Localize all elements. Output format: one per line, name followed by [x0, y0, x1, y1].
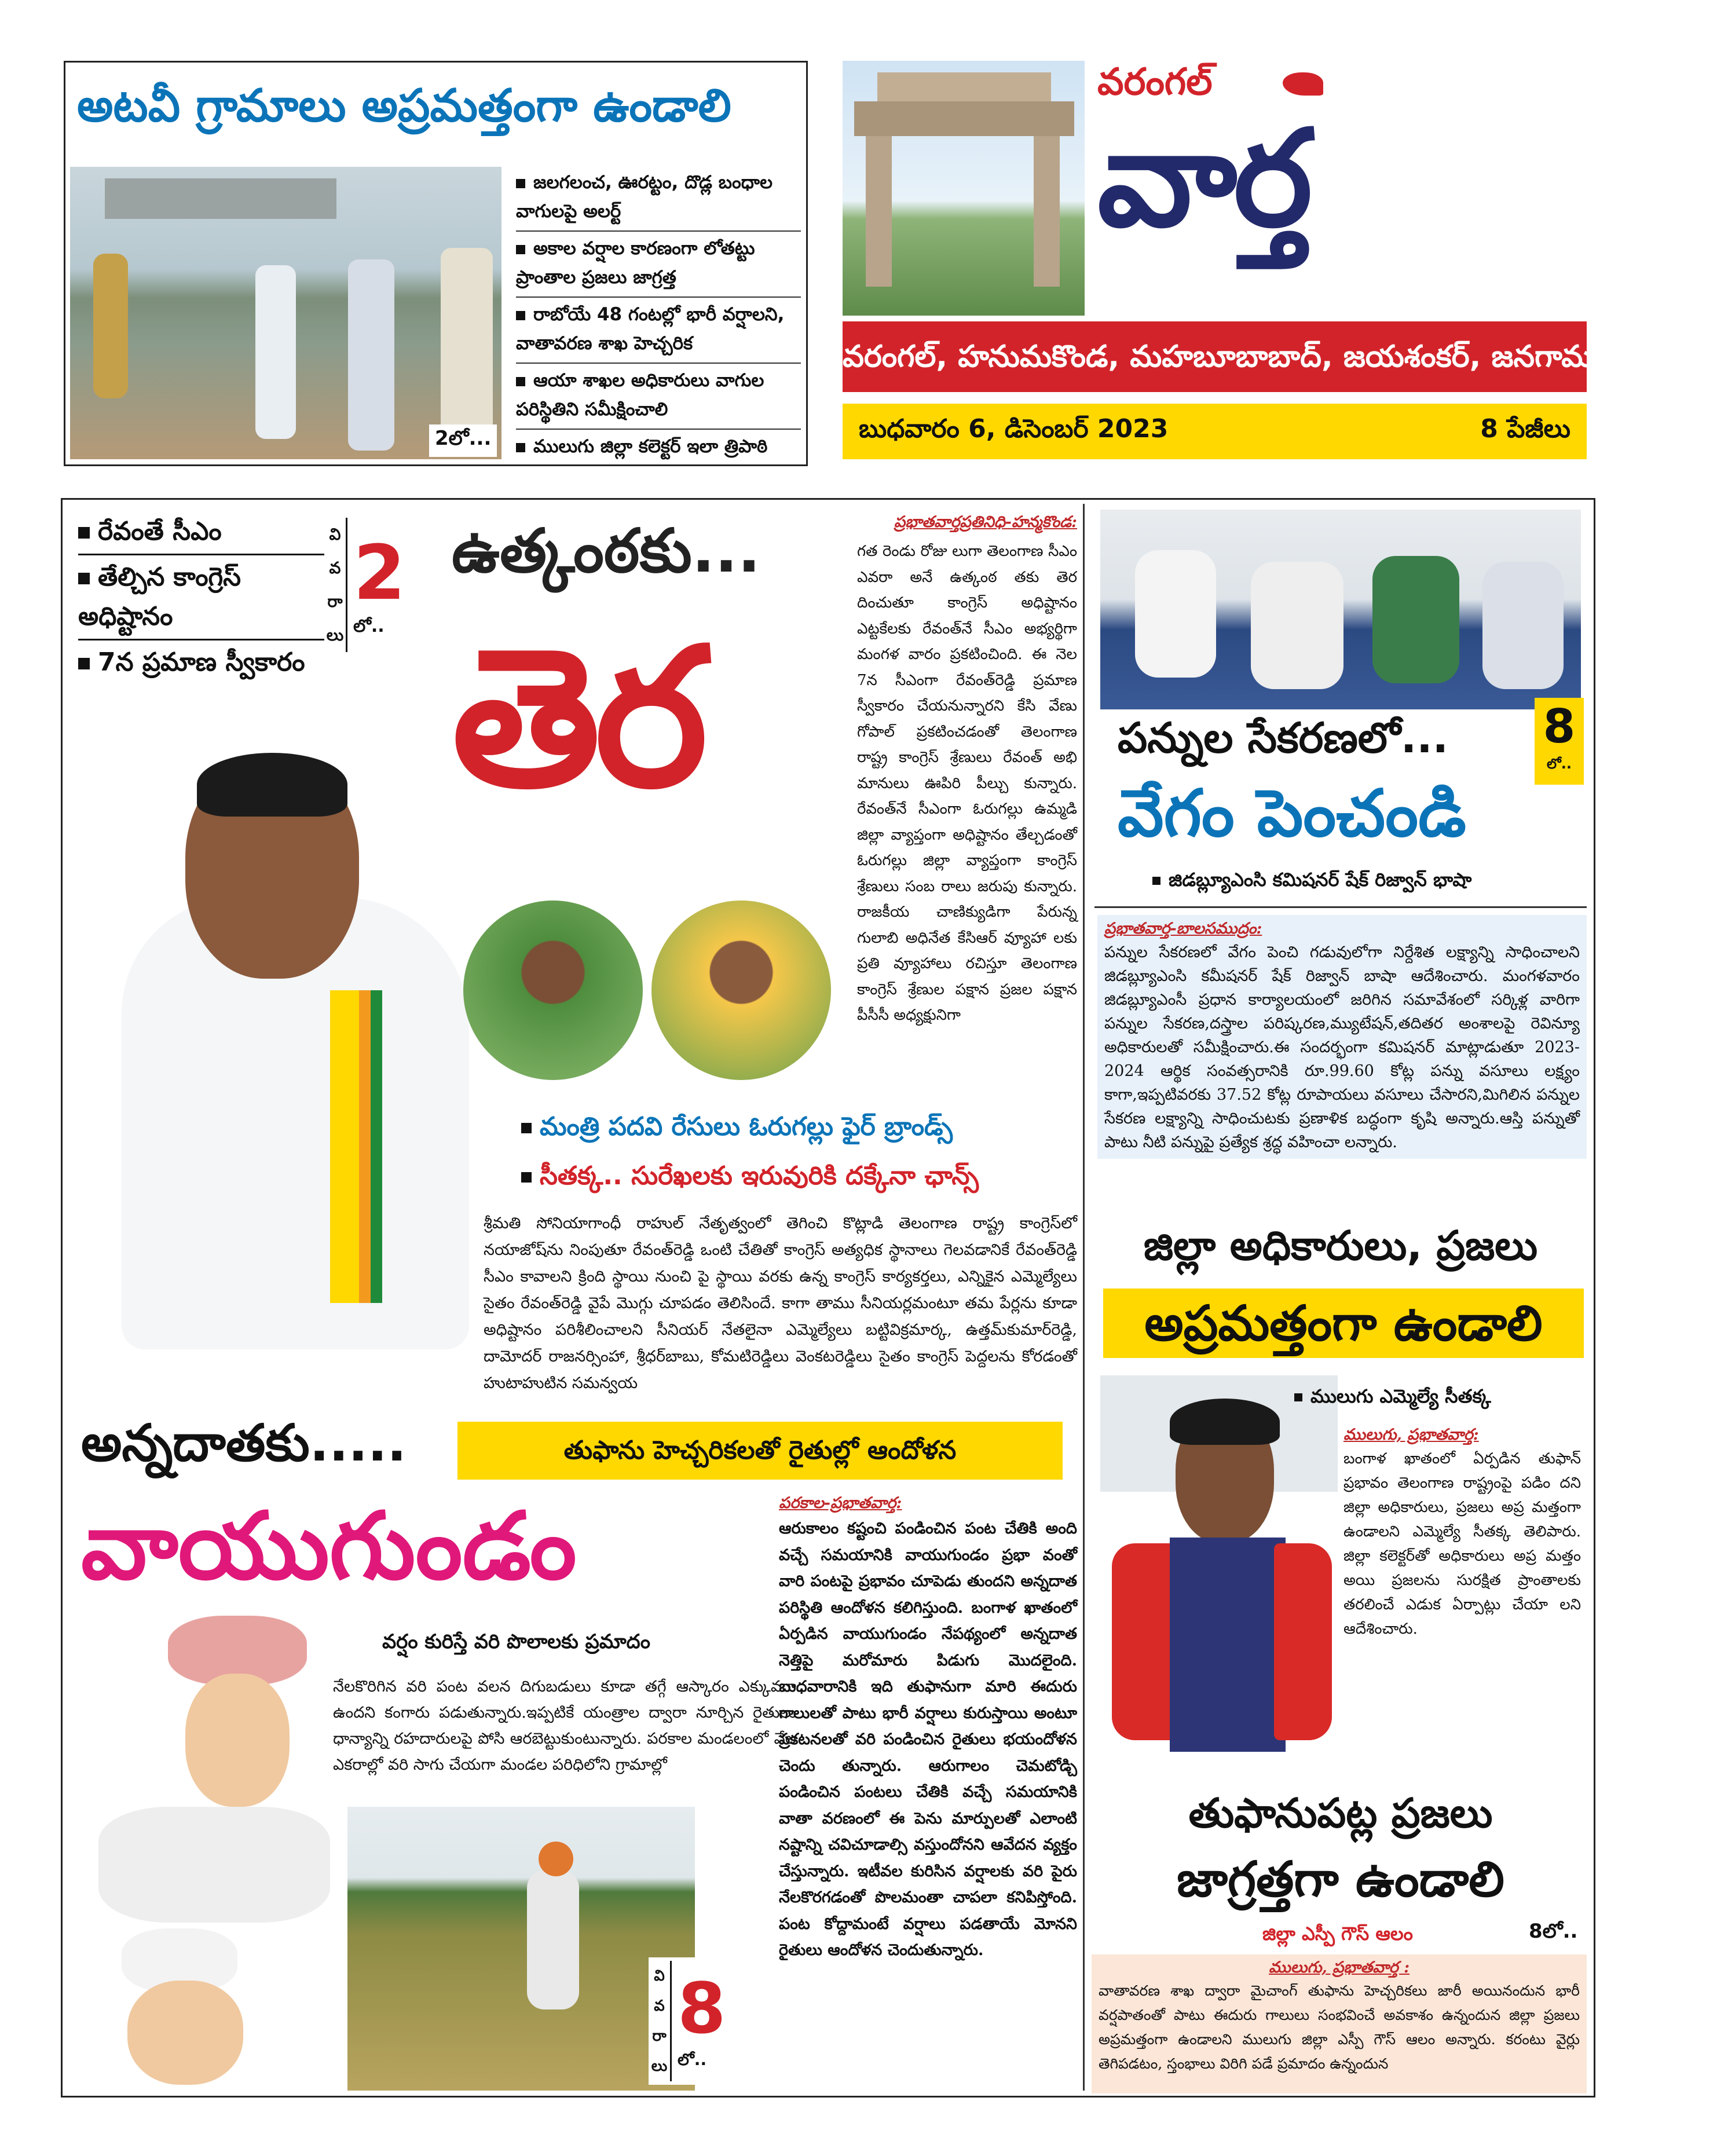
top-bullet: ఆయా శాఖల అధికారులు వాగుల పరిస్థితిని సమీక్షించాలి [516, 364, 801, 430]
farmers-body-left: నేలకొరిగిన వరి పంట వలన దిగుబడులు కూడా తగ్గే ఆస్కారం ఎక్కువగా ఉందని కంగారు పడుతున్నారు.ఇప్పటికే యంత్రాల ద్వారా నూర్చిన రైతులు ధాన్యాన్ని రహదారులపై పోసి ఆరబెట్టుకుంటున్నారు. పరకాల మండలంలో వేల ఎకరాల్లో వరి సాగు చేయగా మండల పరిధిలోని గ్రామాల్లో [333, 1678, 796, 1774]
tax-subhead: జిడబ్ల్యూఎంసి కమిషనర్ షేక్ రిజ్వాన్ భాషా [1152, 869, 1471, 895]
seethakka-byline: ములుగు ఎమ్మెల్యే సీతక్క [1294, 1385, 1491, 1412]
masthead [843, 61, 1717, 466]
farmers-page-num: 8 [678, 1969, 726, 2049]
tax-divider [1094, 906, 1587, 908]
page-ref-2: 2లో... [429, 424, 497, 457]
vivaralu-label: వి వ రా లు [324, 518, 347, 652]
surekha-circle-photo [651, 901, 831, 1080]
storm-article [1092, 1954, 1587, 2093]
lead-lo: లో.. [353, 616, 385, 636]
date-bar [843, 404, 1587, 459]
lead-article [857, 510, 1077, 1028]
lead-page-num: 2 [353, 529, 406, 617]
lead-dateline: ప్రభాతవార్తప్రతినిధి-హన్మకొండ: [894, 513, 1077, 531]
farmers-subhead: వర్షం కురిస్తే వరి పొలాలకు ప్రమాదం [382, 1630, 650, 1653]
lead-headline: తెర [452, 607, 702, 829]
farmers-kicker: అన్నదాతకు..... [81, 1413, 407, 1473]
column-rule [1083, 504, 1085, 2091]
storm-page-ref: 8లో.. [1529, 1920, 1578, 1943]
seethakka-headline: అప్రమత్తంగా ఉండాలి [1103, 1289, 1584, 1358]
seethakka-article [1343, 1423, 1581, 1641]
storm-headline: జాగ్రత్తగా ఉండాలి [1177, 1851, 1504, 1908]
top-story-box [64, 61, 808, 466]
lead-bullet: రేవంతే సీఎం [78, 510, 324, 555]
top-bullet: రాబోయే 48 గంటల్లో భారీ వర్షాలని, వాతావరణ శాఖ హెచ్చరిక [516, 298, 801, 364]
lead-body: గత రెండు రోజు లుగా తెలంగాణ సీఎం ఎవరా అనే ఉత్కంఠ తకు తెర దించుతూ కాంగ్రెస్ అధిష్టానం ఎట్టకేలకు రేవంత్‌నే సీఎం అభ్యర్థిగా మంగళ వారం ప్రకటించింది. ఈ నెల 7న సీఎంగా రేవంత్‌రెడ్డి ప్రమాణ స్వీకారం చేయనున్నారని కేసి వేణు గోపాల్ ప్రకటించడంతో తెలంగాణ రాష్ట్ర కాంగ్రెస్ శ్రేణులు రేవంత్ అభి మానులు ఊపిరి పీల్చు కున్నారు. రేవంత్‌నే సీఎంగా ఓరుగల్లు ఉమ్మడి జిల్లా వ్యాప్తంగా అధిష్టానం తేల్చడంతో ఓరుగల్లు జిల్లా వ్యాప్తంగా కాంగ్రెస్ శ్రేణులు సంబ రాలు జరుపు కున్నారు. రాజకీయ చాణిక్యుడిగా పేరున్న గులాబి అధినేత కేసిఆర్ వ్యూహా లకు ప్రతి వ్యూహాలు రచిస్తూ తెలంగాణ కాంగ్రెస్ శ్రేణుల పక్షాన ప్రజల పక్షాన పీసీసీ అధ్యక్షునిగా [857, 543, 1077, 1024]
paddy-field-photo [347, 1807, 695, 2091]
lead-body2: శ్రీమతి సోనియాగాంధీ రాహుల్ నేతృత్వంలో తెగించి కొట్లాడి తెలంగాణ రాష్ట్ర కాంగ్రెస్‌లో నయాజోష్‌ను నింపుతూ రేవంత్‌రెడ్డి ఒంటి చేతితో కాంగ్రెస్ అత్యధిక స్థానాలు గెలవడానికే రేవంత్‌రెడ్డి సీఎం కావాలని క్రింది స్థాయి నుంచి పై స్థాయి వరకు ఉన్న కాంగ్రెస్ కార్యకర్తలు, ఎన్నికైన ఎమ్మెల్యేలు సైతం రేవంత్‌రెడ్డి వైపే మొగ్గు చూపడం తెలిసిందే. కాగా తాము సీనియర్లమంటూ తమ పేర్లను కూడా అధిష్టానం పరిశీలించాలని సీనియర్ నేతలైనా ఎమ్మెల్యేలు బట్టివిక్రమార్క, ఉత్తమ్‌కుమార్‌రెడ్డి, దామోదర్ రాజనర్సింహా, శ్రీధర్‌బాబు, కోమటిరెడ్డిలు వెంకటరెడ్డిలు సైతం కాంగ్రెస్ పెద్దలను కోరడంతో హుటాహుటిన సమన్వయ [484, 1214, 1077, 1392]
tax-kicker: పన్నుల సేకరణలో... [1118, 713, 1448, 762]
tax-lo: లో.. [1547, 756, 1572, 772]
commissioner-meeting-photo [1100, 510, 1581, 709]
tax-article [1097, 915, 1587, 1159]
farmers-lo: లో.. [678, 2050, 707, 2069]
lead-sub2: సీతక్క.. సురేఖలకు ఇరువురికి దక్కేనా ఛాన్స్ [521, 1161, 1077, 1197]
storm-dateline: ములుగు, ప్రభాతవార్త : [1268, 1959, 1410, 1976]
storm-byline: జిల్లా ఎస్పీ గౌస్ ఆలం [1262, 1923, 1413, 1945]
top-bullet: ములుగు జిల్లా కలెక్టర్ ఇలా త్రిపాఠి [516, 430, 801, 466]
tax-headline: వేగం పెంచండి [1118, 776, 1466, 851]
lead-bullets [78, 510, 324, 684]
seethakka-body: బంగాళ ఖాతంలో ఏర్పడిన తుఫాన్ ప్రభావం తెలంగాణ రాష్ట్రంపై పడిం దని జిల్లా అధికారులు, ప్రజలు అప్ర మత్తంగా ఉండాలని ఎమ్మెల్యే సీతక్క తెలిపారు. జిల్లా కలెక్టర్‌తో అధికారులు అప్ర మత్తం అయి ప్రజలను సురక్షిత ప్రాంతాలకు తరలించే ఎడుక ఏర్పాట్లు చేయా లని ఆదేశించారు. [1343, 1450, 1581, 1638]
farmers-page-ref [649, 1957, 726, 2085]
storm-kicker: తుఫానుపట్ల ప్రజలు [1188, 1789, 1493, 1837]
top-bullet: అకాల వర్షాల కారణంగా లోతట్టు ప్రాంతాల ప్రజలు జాగ్రత్త [516, 232, 801, 298]
masthead-city: వరంగల్ [1097, 61, 1213, 104]
tax-body: పన్నుల సేకరణలో వేగం పెంచి గడువులోగా నిర్దేశిత లక్ష్యాన్ని సాధించాలని జిడబ్ల్యూఎంసి కమీషనర్ షేక్ రిజ్వాన్ బాషా ఆదేశించారు. మంగళవారం జిడబ్ల్యూఎంసీ ప్రధాన కార్యాలయంలో జరిగిన సమావేశంలో సర్కిళ్ల వారిగా పన్నుల సేకరణ,దస్త్రాల పరిష్కరణ,మ్యుటేషన్,తదితర అంశాలపై రెవిన్యూ అధికారులతో సమీక్షించారు.ఈ సందర్భంగా కమిషనర్ మాట్లాడుతూ 2023-2024 ఆర్థిక సంవత్సరానికి రూ.99.60 కోట్ల పన్ను వసూలు లక్ష్యం కాగా,ఇప్పటివరకు 37.52 కోట్ల రూపాయలు వసూలు చేసారని,మిగిలిన పన్నుల సేకరణ లక్ష్యాన్ని సాధించుటకు ప్రణాళిక బద్ధంగా కృషి అన్నారు.ఆస్తి పన్నుతో పాటు నీటి పన్నుపై ప్రత్యేక శ్రద్ధ వహించా లన్నారు. [1104, 943, 1580, 1151]
farmer-cartoon [87, 1604, 342, 2091]
tax-dateline: ప్రభాతవార్త-బాలసముద్రం: [1104, 920, 1262, 938]
lead-bullet: 7న ప్రమాణ స్వీకారం [78, 640, 324, 684]
masthead-districts: వరంగల్, హనుమకొండ, మహబూబాబాద్, జయశంకర్, జనగామ, ములుగు [843, 321, 1587, 392]
farmers-article [779, 1491, 1077, 1964]
farmers-dateline: పరకాల-ప్రభాతవార్త: [779, 1494, 902, 1512]
top-bullet: జలగలంచ, ఊరట్టం, దొడ్ల బంధాల వాగులపై అలర్ట్ [516, 166, 801, 232]
lead-kicker: ఉత్కంఠకు... [452, 515, 761, 586]
seethakka-kicker: జిల్లా అధికారులు, ప్రజలు [1143, 1222, 1538, 1269]
page-count: 8 పేజీలు [1480, 414, 1570, 444]
seethakka-circle-photo [463, 901, 643, 1080]
masthead-name: వార్త [1097, 102, 1309, 257]
issue-date: బుధవారం 6, డిసెంబర్ 2023 [859, 414, 1169, 444]
top-story-bullets [516, 166, 801, 466]
seethakka-dateline: ములుగు, ప్రభాతవార్త: [1343, 1426, 1479, 1444]
farmers-headline: వాయుగుండం [81, 1492, 577, 1600]
seethakka-photo [1100, 1375, 1338, 1763]
top-story-headline: అటవీ గ్రామాలు అప్రమత్తంగా ఉండాలి [77, 80, 731, 132]
farmers-body-right: ఆరుకాలం కష్టంచి పండించిన పంట చేతికి అంది వచ్చే సమయానికి వాయుగుండం ప్రభా వంతో వారి పంటపై ప్రభావం చూపెడు తుందని అన్నదాత పరిస్థితి ఆందోళన కలిగిస్తుంది. బంగాళ ఖాతంలో ఏర్పడిన వాయుగుండం నేపథ్యంలో అన్నదాత నెత్తిపై మరోమారు పిడుగు మొదలైంది. బుధవారానికి ఇది తుఫానుగా మారి ఈదురు గాలులతో పాటు భారీ వర్షాలు కురుస్తాయి అంటూ ప్రకటనలతో వరి పండించిన రైతులు భయందోళన చెందు తున్నారు. ఆరుగాలం చెమటోడ్చి పండించిన పంటలు చేతికి వచ్చే సమయానికి వాతా వరణంలో ఈ పెను మార్పులతో ఎలాంటి నష్టాన్ని చవిచూడాల్సి వస్తుందోనని ఆవేదన వ్యక్తం చేస్తున్నారు. ఇటీవల కురిసిన వర్షాలకు వరి పైరు నేలకొరగడంతో పొలమంతా చాపలా కనిపిస్తోంది. పంట కోద్దామంటే వర్షాలు పడతాయే మోనని రైతులు ఆందోళన చెందుతున్నారు. [779, 1520, 1077, 1959]
lead-sub1: మంత్రి పదవి రేసులు ఓరుగల్లు ఫైర్ బ్రాండ్స్ [521, 1112, 1077, 1148]
lead-bullet: తేల్చిన కాంగ్రెస్ అధిష్టానం [78, 555, 324, 640]
kakatiya-thoranam-photo [843, 61, 1085, 316]
officials-river-photo [70, 167, 501, 459]
tax-page-ref [1535, 698, 1584, 785]
lead-page-ref [324, 513, 405, 657]
tax-page-num: 8 [1543, 700, 1576, 753]
farmers-banner: తుఫాను హెచ్చరికలతో రైతుల్లో ఆందోళన [457, 1422, 1063, 1480]
vivaralu-label: వి వ రా లు [649, 1961, 672, 2081]
storm-body: వాతావరణ శాఖ ద్వారా మైచాంగ్ తుఫాను హెచ్చరికలు జారీ అయినందున భారీ వర్షపాతంతో పాటు ఈదురు గాలులు సంభవించే అవకాశం ఉన్నందున జిల్లా ప్రజలు అప్రమత్తంగా ఉండాలని ములుగు జిల్లా ఎస్పీ గౌస్ ఆలం అన్నారు. కరంటు వైర్లు తెగిపడటం, స్తంభాలు విరిగి పడే ప్రమాదం ఉన్నందున [1099, 1982, 1580, 2072]
